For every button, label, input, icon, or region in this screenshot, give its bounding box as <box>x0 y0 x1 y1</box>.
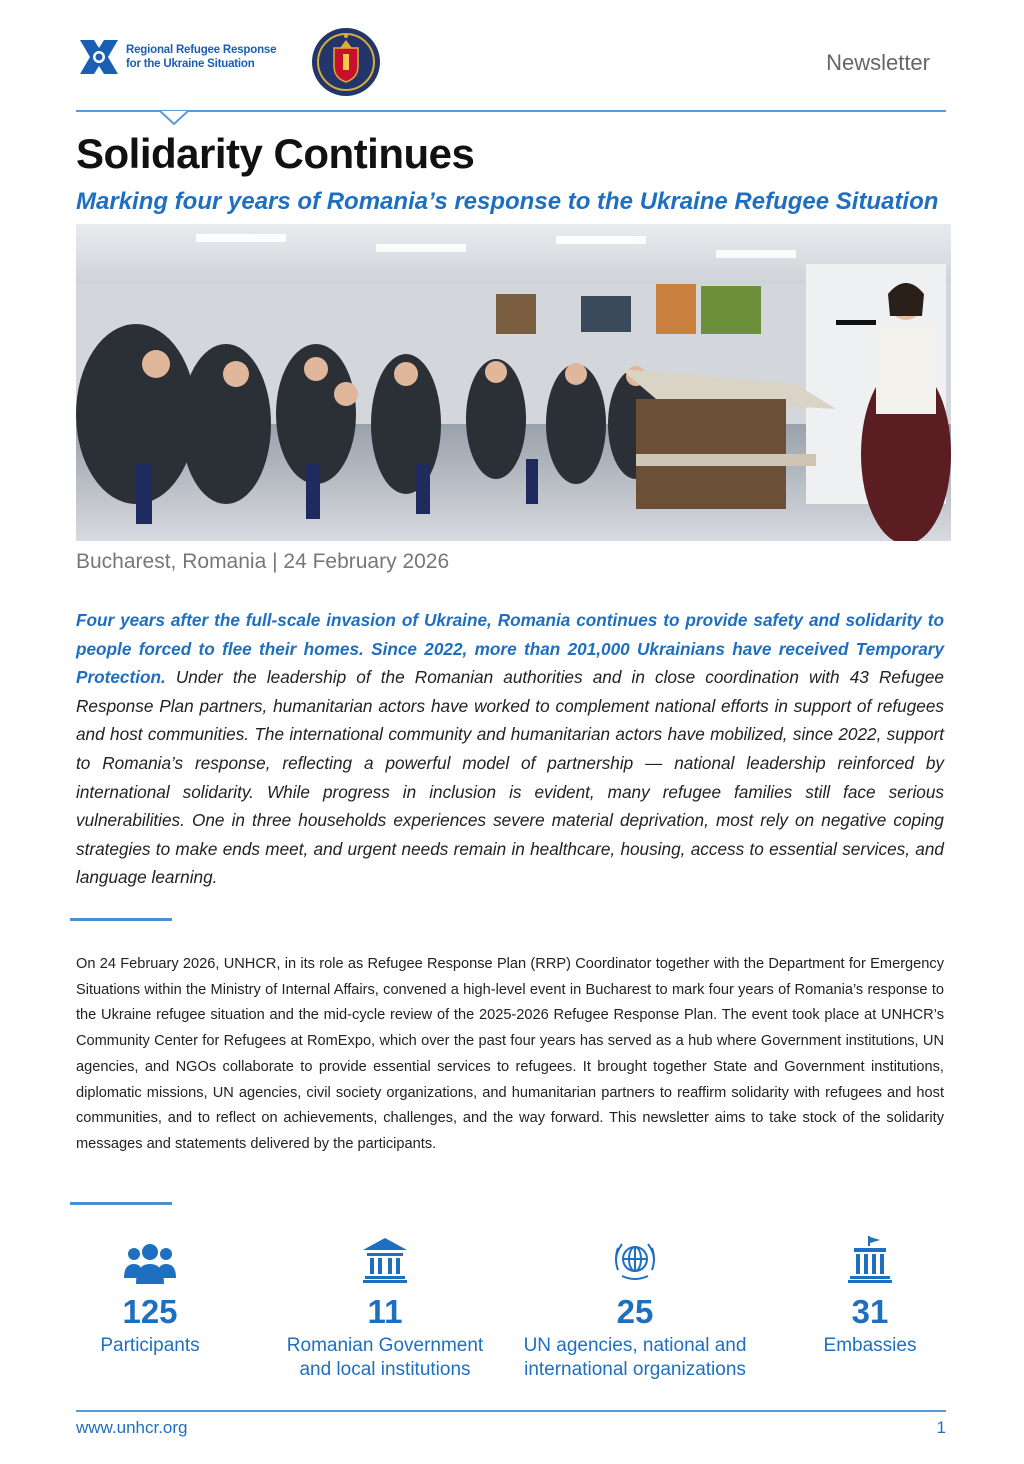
stat-government-institutions <box>270 1232 500 1382</box>
stat-value: 11 <box>367 1293 403 1330</box>
un-emblem-icon <box>510 1232 760 1284</box>
rrp-logo-icon <box>76 34 122 80</box>
embassy-icon <box>790 1232 950 1284</box>
stat-label: Participants <box>100 1335 200 1356</box>
footer-divider <box>76 1410 946 1412</box>
lead-paragraph <box>76 606 944 892</box>
romania-coat-of-arms-icon <box>310 26 382 98</box>
header-divider-notch <box>160 111 188 130</box>
page-number: 1 <box>936 1418 946 1437</box>
government-building-icon <box>270 1232 500 1284</box>
section-divider <box>70 918 172 921</box>
website-link[interactable]: www.unhcr.org <box>76 1418 188 1437</box>
stat-label: UN agencies, national and <box>523 1335 747 1356</box>
page-title: Solidarity Continues <box>76 130 475 177</box>
stat-value: 25 <box>616 1293 654 1330</box>
stat-embassies <box>790 1232 950 1358</box>
body-paragraph: On 24 February 2026, UNHCR, in its role as Refugee Response Plan (RRP) Coordinator together with the Department for Emergency Situations within the Ministry of Internal Affairs, convened a high-level event in Bucharest to mark four years of Romania’s response to the Ukraine refugee situation and the mid-cycle review of the 2025-2026 Refugee Response Plan. The event took place at UNHCR’s Community Center for Refugees at RomExpo, which over the past four years has served as a hub where Government institutions, UN agencies, and NGOs collaborate to provide essential services to refugees. It brought together State and Government institutions, diplomatic missions, UN agencies, civil society organizations, and humanitarian partners to reaffirm solidarity with refugees and host communities, and to reflect on achievements, challenges, and the way forward. This newsletter aims to take stock of the solidarity messages and statements delivered by the participants. <box>76 956 944 1152</box>
rrp-logo-text: Regional Refugee Response for the Ukraine Situation <box>126 44 277 70</box>
stat-value: 31 <box>851 1293 889 1330</box>
lead-text: Under the leadership of the Romanian authorities and in close coordination with 43 Refugee Response Plan partners, humanitarian actors have worked to complement national efforts in support of refugees and host communities. The international community and humanitarian actors have mobilized, since 2022, support to Romania’s response, reflecting a powerful model of partnership — national leadership reinforced by international solidarity. While progress in inclusion is evident, many refugee families still face serious vulnerabilities. One in three households experiences severe material deprivation, most rely on negative coping strategies to make ends meet, and urgent needs remain in healthcare, housing, access to essential services, and language learning. <box>76 667 944 888</box>
stat-label-line2: international organizations <box>524 1359 746 1380</box>
stat-value: 125 <box>122 1293 178 1330</box>
event-photo <box>76 224 951 541</box>
stat-participants <box>70 1232 230 1358</box>
stat-un-agencies <box>510 1232 760 1382</box>
document-type-label: Newsletter <box>826 50 930 75</box>
stat-label: Embassies <box>823 1335 917 1356</box>
stat-label-line2: and local institutions <box>299 1359 471 1380</box>
header-divider <box>76 110 946 112</box>
page-subtitle: Marking four years of Romania’s response to the Ukraine Refugee Situation <box>76 188 939 215</box>
lead-highlight: Four years after the full-scale invasion of Ukraine, Romania continues to provide safety and solidarity to people forced to flee their homes. Since 2022, more than 201,000 Ukrainians have received Temporary Protection. <box>76 610 944 688</box>
section-divider <box>70 1202 172 1205</box>
photo-caption: Bucharest, Romania | 24 February 2026 <box>76 550 450 573</box>
stat-label: Romanian Government <box>286 1335 484 1356</box>
people-icon <box>70 1232 230 1284</box>
